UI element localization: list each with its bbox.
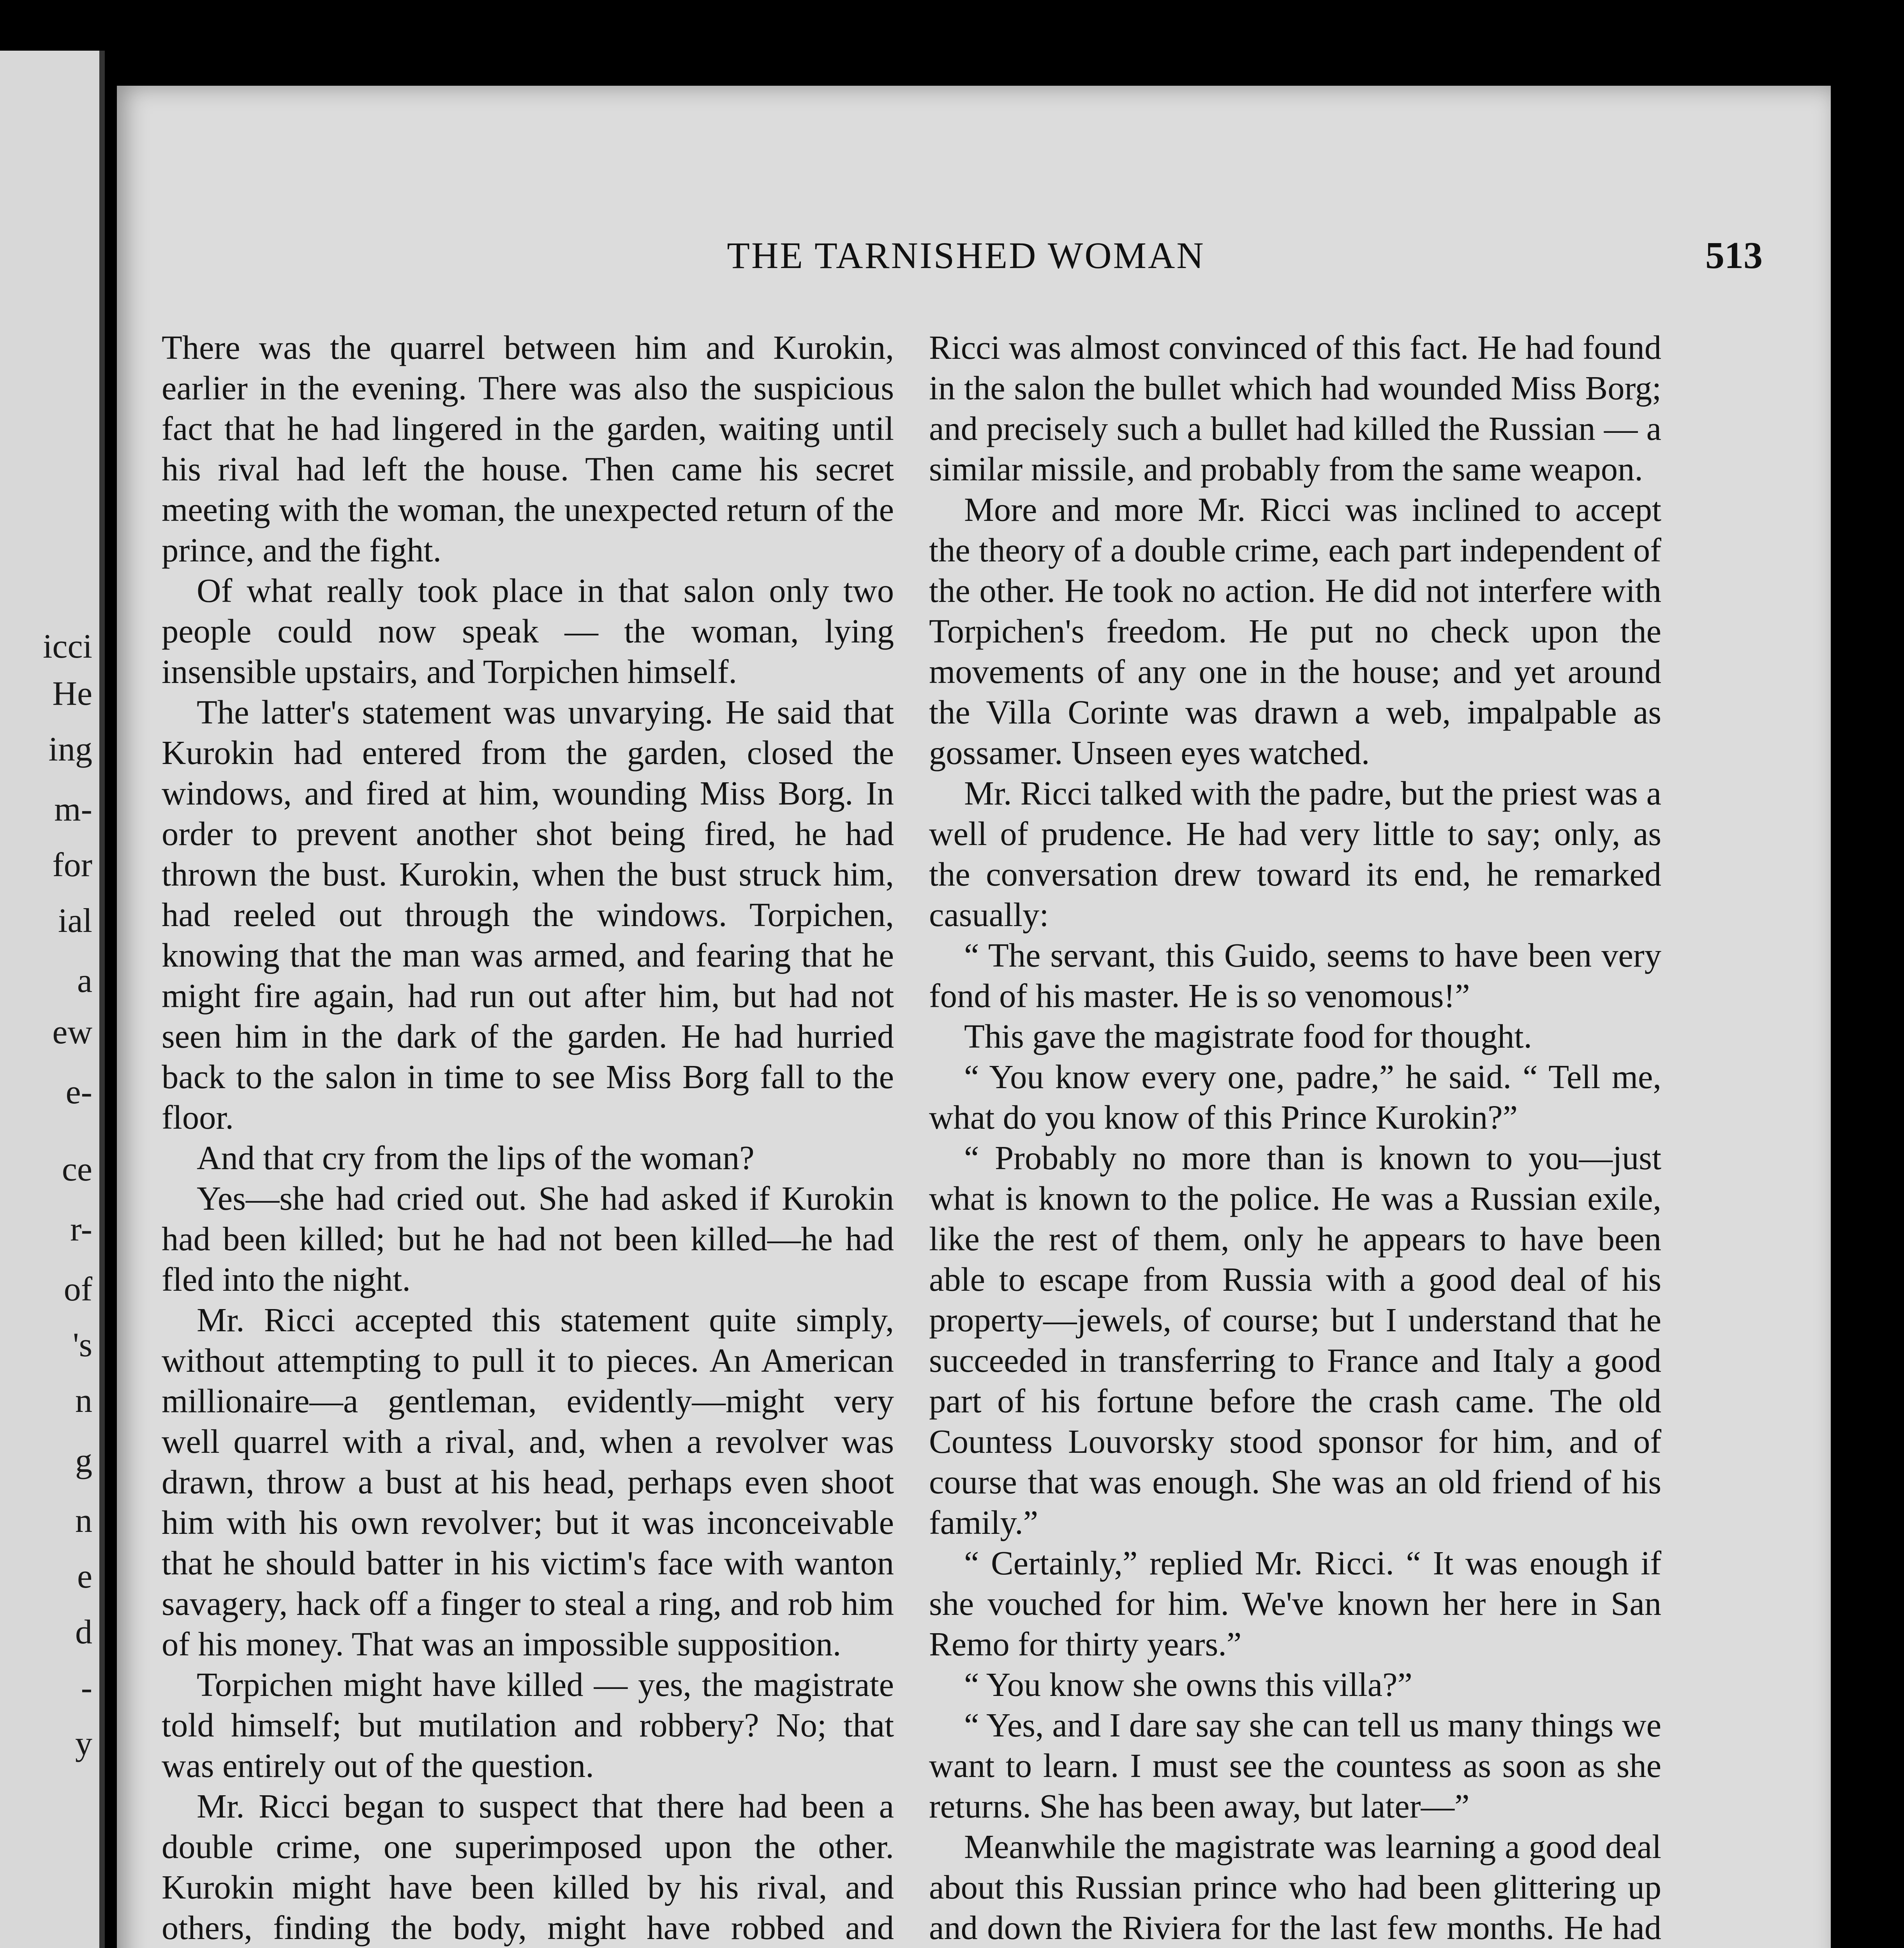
paragraph: Meanwhile the magistrate was learning a good deal about this Russian prince who had been glittering up and down the Riviera for the last few months. He had [929,1828,1661,1946]
paragraph: This gave the magistrate food for thought. [964,1018,1532,1055]
previous-page-fragment: m- [54,790,92,828]
previous-page-fragment: y [75,1725,92,1763]
previous-page-fragment: a [77,962,92,1000]
paragraph: “ You know she owns this villa?” [964,1666,1412,1703]
previous-page-fragment: 's [72,1326,92,1364]
previous-page-fragment: ce [62,1150,92,1188]
paragraph: Torpichen might have killed — yes, the magistrate told himself; but mutilation and robbery? No; that was entirely out of the question. [162,1666,894,1784]
page-header [117,234,1831,277]
previous-page-fragment: e- [65,1073,92,1111]
paragraph: Mr. Ricci talked with the padre, but the priest was a well of prudence. He had very little to say; only, as the conversation drew toward its end, he remarked casually: [929,775,1661,933]
paragraph: “ Yes, and I dare say she can tell us many things we want to learn. I must see the countess as soon as she returns. She has been away, but later—” [929,1706,1661,1825]
paragraph: Ricci was almost convinced of this fact. He had found in the salon the bullet which had wounded Miss Borg; and precisely such a bullet had killed the Russian — a similar missile, and probably from the same weapon. [929,329,1661,488]
paragraph: More and more Mr. Ricci was inclined to accept the theory of a double crime, each part independent of the other. He took no action. He did not interfere with Torpichen's freedom. He put no check upon the movements of any one in the house; and yet around the Villa Corinte was drawn a web, impalpable as gossamer. Unseen eyes watched. [929,491,1661,771]
paragraph: Of what really took place in that salon only two people could now speak — the woman, lying insensible upstairs, and Torpichen himself. [162,572,894,690]
paragraph: Mr. Ricci began to suspect that there had been a double crime, one superimposed upon the other. Kurokin might have been killed by his rival, and others, finding the body, might have robbed and [162,1787,894,1946]
previous-page-fragment: - [81,1669,92,1707]
paragraph: “ You know every one, padre,” he said. “ Tell me, what do you know of this Prince Kurokin?” [929,1058,1661,1136]
previous-page-fragment: for [52,846,92,884]
paragraph: “ Certainly,” replied Mr. Ricci. “ It was enough if she vouched for him. We've known her here in San Remo for thirty years.” [929,1544,1661,1663]
previous-page-fragment: r- [70,1210,92,1248]
paragraph: “ The servant, this Guido, seems to have been very fond of his master. He is so venomous!” [929,937,1661,1015]
book-page [117,86,1831,1948]
paragraph: There was the quarrel between him and Kurokin, earlier in the evening. There was also the suspicious fact that he had lingered in the garden, waiting until his rival had left the house. Then came his secret meeting with the woman, the unexpected return of the prince, and the fight. [162,329,894,569]
paragraph: And that cry from the lips of the woman? [197,1139,755,1177]
previous-page-fragment: icci [42,628,92,665]
previous-page-fragment: He [52,675,92,713]
paragraph: “ Probably no more than is known to you—just what is known to the police. He was a Russian exile, like the rest of them, only he appears to have been able to escape from Russia with a good deal of his property—jewels, of course; but I understand that he succeeded in transferring to France and Italy a good part of his fortune before the crash came. The old Countess Louvorsky stood sponsor for him, and of course that was enough. She was an old friend of his family.” [929,1139,1661,1541]
running-title: THE TARNISHED WOMAN [727,235,1205,276]
previous-page-fragment: of [63,1270,92,1308]
paragraph: Mr. Ricci accepted this statement quite simply, without attempting to pull it to pieces. An American millionaire—a gentleman, evidently—might very well quarrel with a rival, and, when a revolver was drawn, throw a bust at his head, perhaps even shoot him with his own revolver; but it was inconceivable that he should batter in his victim's face with wanton savagery, hack off a finger to steal a ring, and rob him of his money. That was an impossible supposition. [162,1301,894,1663]
previous-page-edge [0,51,105,1948]
page-number: 513 [1705,235,1763,277]
left-text-column [162,327,894,1948]
previous-page-fragment: ew [52,1013,92,1051]
previous-page-fragment: d [75,1613,92,1651]
previous-page-fragment: ial [58,902,92,940]
previous-page-fragment: ing [48,730,92,768]
previous-page-fragment: g [75,1442,92,1480]
previous-page-fragment: n [75,1502,92,1540]
paragraph: The latter's statement was unvarying. He said that Kurokin had entered from the garden, closed the windows, and fired at him, wounding Miss Borg. In order to prevent another shot being fired, he had thrown the bust. Kurokin, when the bust struck him, had reeled out through the windows. Torpichen, knowing that the man was armed, and fearing that he might fire again, had run out after him, but had not seen him in the dark of the garden. He had hurried back to the salon in time to see Miss Borg fall to the floor. [162,693,894,1136]
previous-page-fragment: n [75,1382,92,1420]
previous-page-fragment: e [77,1558,92,1595]
paragraph: Yes—she had cried out. She had asked if Kurokin had been killed; but he had not been killed—he had fled into the night. [162,1180,894,1298]
right-text-column [929,327,1661,1948]
